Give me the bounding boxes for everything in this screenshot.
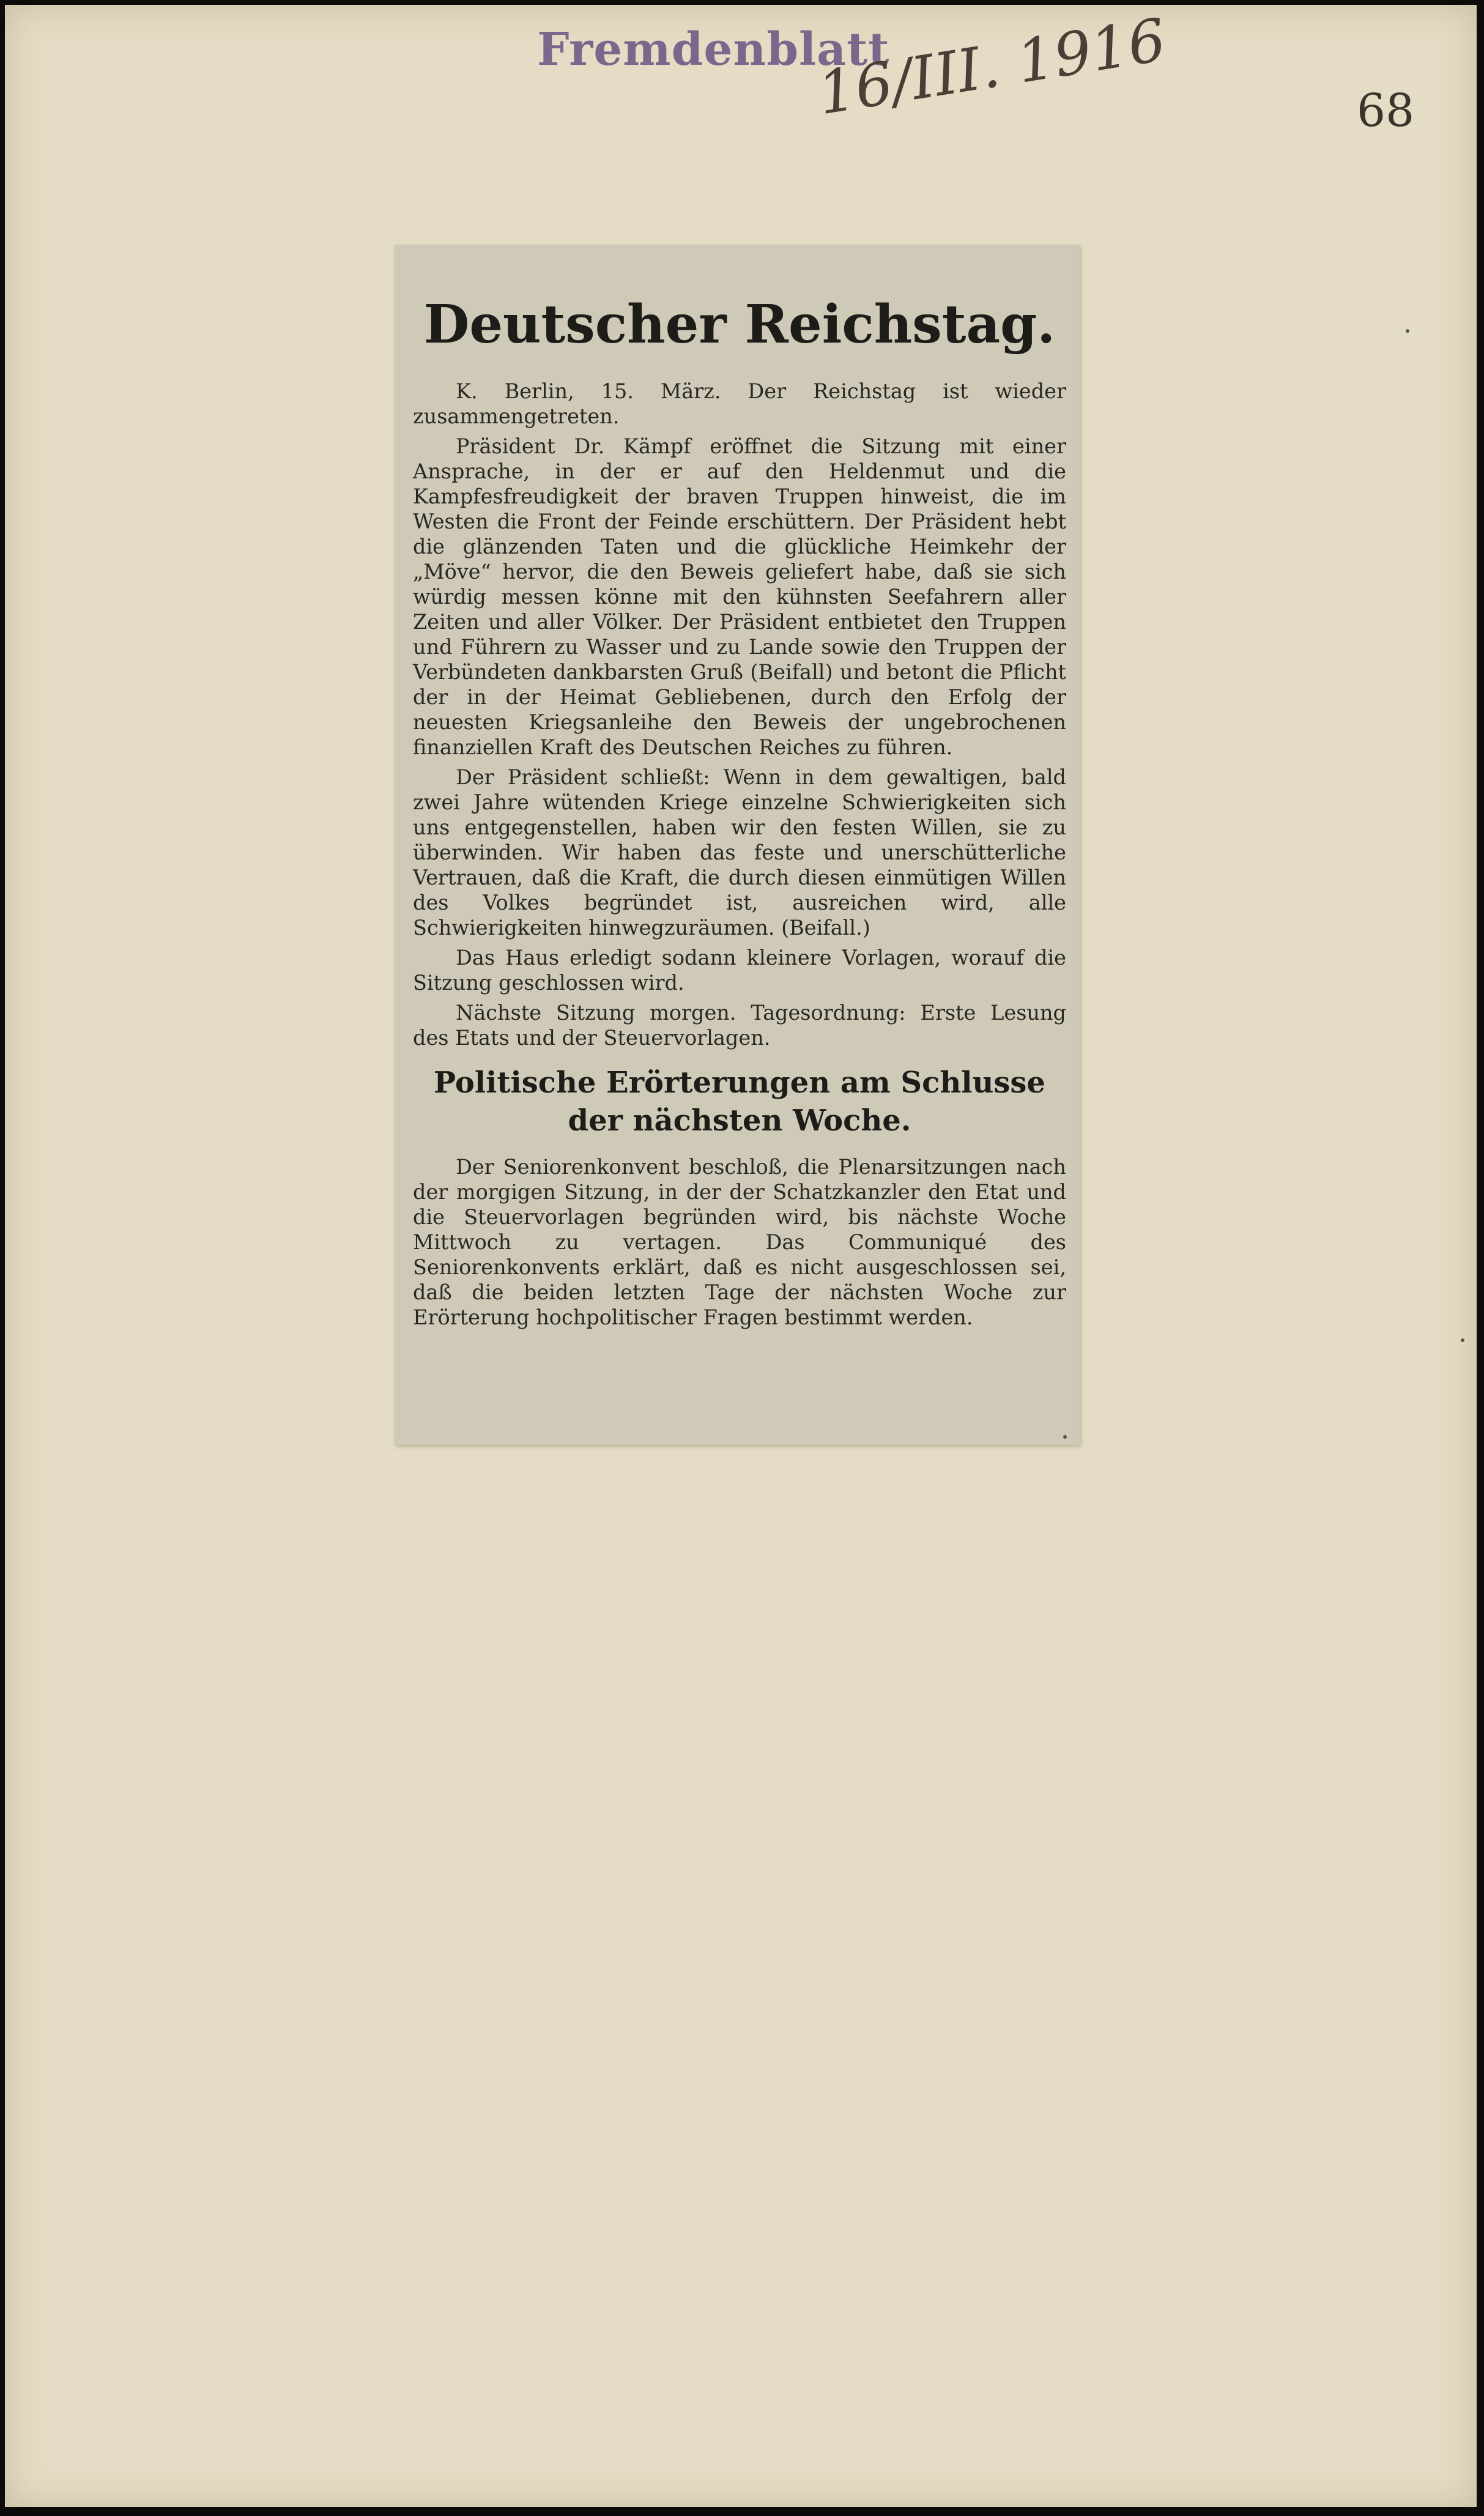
article-closing-paragraph: Der Seniorenkonvent beschloß, die Plenarsitzungen nach der morgigen Sitzung, in der der Schatzkanzler den Etat und die Steuervorlagen begründen wird, bis nächste Woche Mittwoch zu vertagen. Das Communiqué des Seniorenkonvents erklärt, daß es nicht ausgeschlossen sei, daß die beiden letzten Tage der nächsten Woche zur Erörterung hochpolitischer Fragen bestimmt werden. <box>413 1155 1066 1329</box>
page-number: 68 <box>1357 84 1415 137</box>
newspaper-clipping <box>395 245 1080 1445</box>
margin-dot <box>1063 1435 1067 1439</box>
archive-sheet <box>5 5 1477 2507</box>
article-subheading: Politische Erörterungen am Schlusse der nächsten Woche. <box>434 1066 1045 1138</box>
article-body <box>395 245 1080 1330</box>
article-headline: Deutscher Reichstag. <box>423 294 1056 355</box>
margin-dot <box>1461 1338 1464 1342</box>
article-paragraph: Präsident Dr. Kämpf eröffnet die Sitzung mit einer Ansprache, in der er auf den Heldenmut und die Kampfesfreudigkeit der braven Truppen hinweist, die im Westen die Front der Feinde erschüttern. Der Präsident hebt die glänzenden Taten und die glückliche Heimkehr der „Möve“ hervor, die den Beweis geliefert habe, daß sie sich würdig messen könne mit den kühnsten Seefahrern aller Zeiten und aller Völker. Der Präsident entbietet den Truppen und Führern zu Wasser und zu Lande sowie den Truppen der Verbündeten dankbarsten Gruß (Beifall) und betont die Pflicht der in der Heimat Gebliebenen, durch den Erfolg der neuesten Kriegsanleihe den Beweis der ungebrochenen finanziellen Kraft des Deutschen Reiches zu führen. <box>413 434 1066 759</box>
newspaper-name-stamp: Fremdenblatt <box>537 23 890 76</box>
article-paragraph: Der Präsident schließt: Wenn in dem gewaltigen, bald zwei Jahre wütenden Kriege einzelne Schwierigkeiten sich uns entgegenstellen, haben wir den festen Willen, sie zu überwinden. Wir haben das feste und unerschütterliche Vertrauen, daß die Kraft, die durch diesen einmütigen Willen des Volkes begründet ist, ausreichen wird, alle Schwierigkeiten hinwegzuräumen. (Beifall.) <box>413 765 1066 940</box>
article-paragraph: Das Haus erledigt sodann kleinere Vorlagen, worauf die Sitzung geschlossen wird. <box>413 946 1066 995</box>
article-paragraph: K. Berlin, 15. März. Der Reichstag ist wieder zusammengetreten. <box>413 379 1066 428</box>
article-paragraph: Nächste Sitzung morgen. Tagesordnung: Erste Lesung des Etats und der Steuervorlagen. <box>413 1001 1066 1050</box>
handwritten-date: 16/III. 1916 <box>813 5 1171 128</box>
margin-dot <box>1406 329 1409 333</box>
